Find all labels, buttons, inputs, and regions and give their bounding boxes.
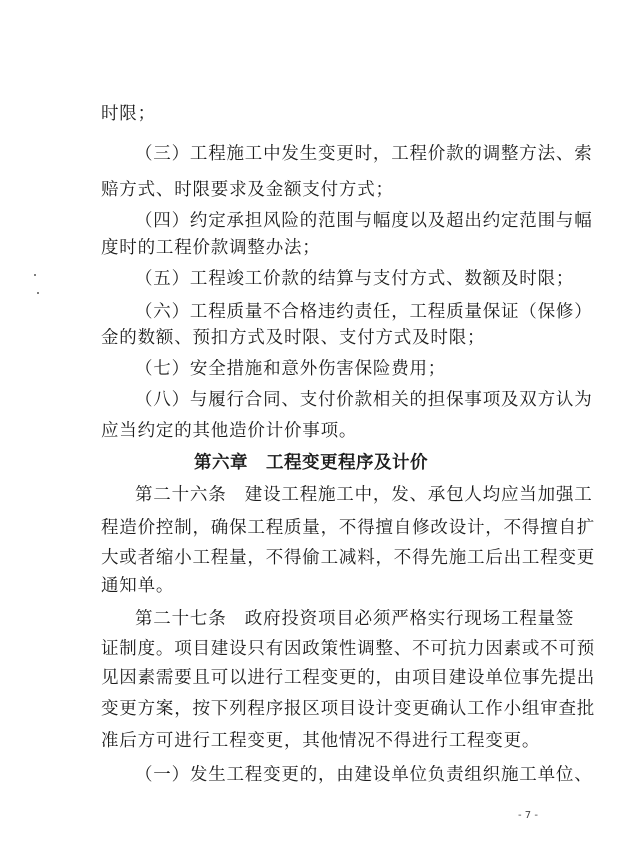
text-line: 准后方可进行工程变更，其他情况不得进行工程变更。 [101,731,541,751]
page-number: - 7 - [518,810,538,821]
text-line: 赔方式、时限要求及金额支付方式； [101,180,394,200]
text-line: （六）工程质量不合格违约责任，工程质量保证（保修） [135,302,593,322]
text-line: 金的数额、预扣方式及时限、支付方式及时限； [101,328,486,348]
text-line: 第二十七条 政府投资项目必须严格实行现场工程量签 [135,609,575,629]
text-line: 通知单。 [101,576,175,596]
text-line: 程造价控制，确保工程质量，不得擅自修改设计，不得擅自扩 [101,518,596,538]
text-line: 时限； [101,104,156,124]
text-line: 第二十六条 建设工程施工中，发、承包人均应当加强工 [135,485,593,505]
text-line: （三）工程施工中发生变更时，工程价款的调整方法、索 [135,144,593,164]
text-line: 度时的工程价款调整办法； [101,238,321,258]
text-line: （八）与履行合同、支付价款相关的担保事项及双方认为 [135,390,593,410]
text-line: （一）发生工程变更的，由建设单位负责组织施工单位、 [135,765,593,785]
text-line: 大或者缩小工程量，不得偷工减料，不得先施工后出工程变更 [101,548,596,568]
text-line: （五）工程竣工价款的结算与支付方式、数额及时限； [135,269,575,289]
text-line: 变更方案，按下列程序报区项目设计变更确认工作小组审查批 [101,699,596,719]
text-line: （四）约定承担风险的范围与幅度以及超出约定范围与幅 [135,211,593,231]
scan-speck [37,292,39,294]
scan-speck [34,274,36,276]
text-line: （七）安全措施和意外伤害保险费用； [135,359,447,379]
chapter-heading: 第六章 工程变更程序及计价 [194,453,428,473]
text-line: 见因素需要且可以进行工程变更的，由项目建设单位事先提出 [101,668,596,688]
text-line: 应当约定的其他造价计价事项。 [101,421,358,441]
text-line: 证制度。项目建设只有因政策性调整、不可抗力因素或不可预 [101,639,596,659]
